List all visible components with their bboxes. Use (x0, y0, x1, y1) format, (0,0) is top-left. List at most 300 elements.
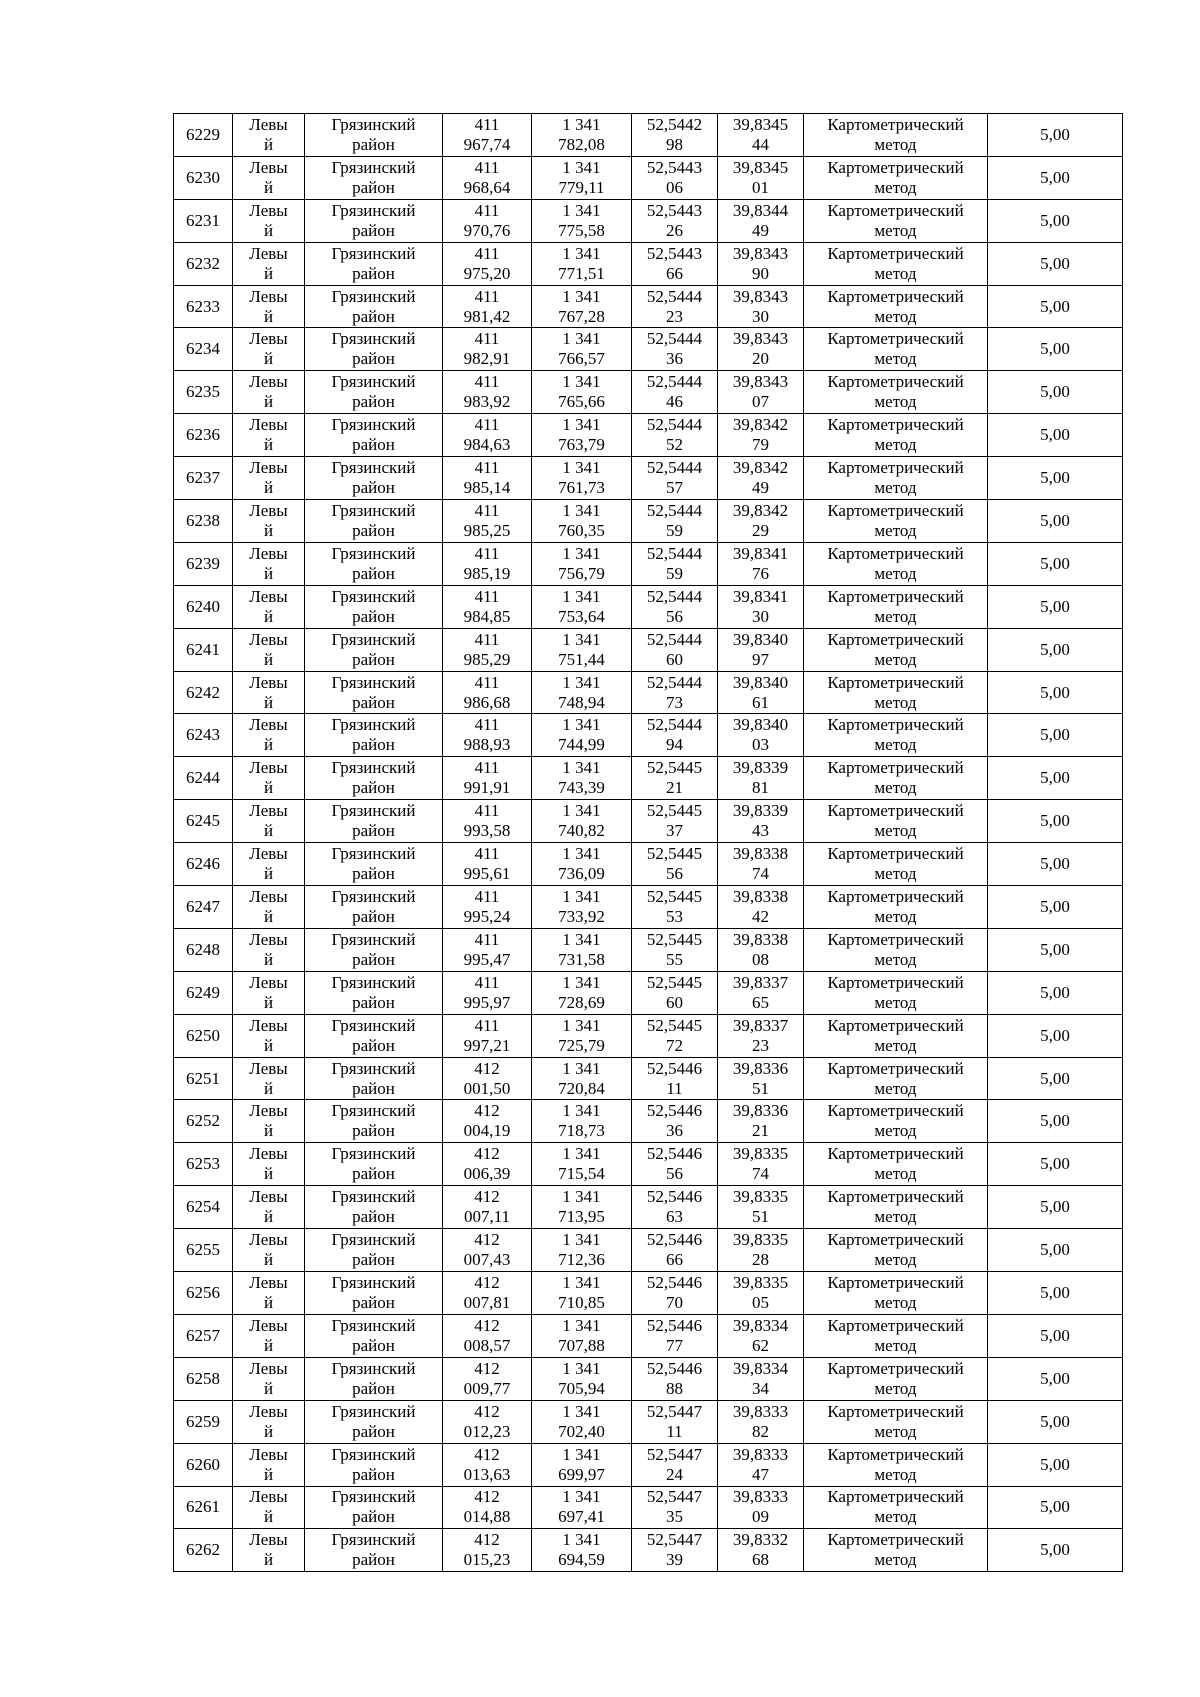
cell-x-coordinate-line: 411 (474, 586, 500, 606)
cell-y-coordinate (532, 1529, 632, 1572)
cell-district (305, 1057, 443, 1100)
table-row (174, 500, 1123, 543)
cell-method-line: Картометрический (827, 1187, 964, 1207)
cell-district-line: район (352, 134, 395, 154)
cell-x-coordinate-line: 995,24 (463, 906, 511, 926)
cell-x-coordinate (443, 585, 532, 628)
cell-x-coordinate-line: 985,25 (463, 520, 511, 540)
cell-district (305, 328, 443, 371)
cell-method-line: Картометрический (827, 886, 964, 906)
table-row (174, 1143, 1123, 1186)
cell-number: 6238 (174, 500, 233, 543)
cell-side-line: Левы (249, 243, 288, 263)
cell-number: 6258 (174, 1357, 233, 1400)
cell-method-line: метод (874, 1464, 917, 1484)
cell-y-coordinate-line: 1 341 (562, 801, 601, 821)
cell-longitude-line: 39,8340 (732, 715, 789, 735)
cell-x-coordinate-line: 411 (474, 372, 500, 392)
cell-y-coordinate-line: 1 341 (562, 1058, 601, 1078)
table-row (174, 843, 1123, 886)
cell-method-line: метод (874, 692, 917, 712)
cell-side-line: й (263, 520, 274, 540)
cell-latitude-line: 52,5444 (646, 543, 703, 563)
cell-x-coordinate-line: 411 (474, 329, 500, 349)
cell-x-coordinate (443, 886, 532, 929)
cell-side (233, 371, 305, 414)
cell-x-coordinate-line: 411 (474, 243, 500, 263)
cell-latitude (632, 1314, 718, 1357)
cell-side-line: й (263, 778, 274, 798)
cell-method-line: Картометрический (827, 672, 964, 692)
cell-x-coordinate (443, 671, 532, 714)
cell-latitude-line: 52,5444 (646, 286, 703, 306)
cell-district (305, 714, 443, 757)
cell-side-line: Левы (249, 500, 288, 520)
cell-method-line: метод (874, 992, 917, 1012)
cell-method (804, 114, 988, 157)
cell-longitude (718, 457, 804, 500)
cell-district-line: Грязинский (331, 1101, 416, 1121)
cell-y-coordinate (532, 1443, 632, 1486)
cell-method (804, 928, 988, 971)
table-row (174, 114, 1123, 157)
cell-latitude-line: 98 (666, 134, 683, 154)
cell-side (233, 1229, 305, 1272)
cell-district (305, 1143, 443, 1186)
cell-side-line: й (263, 1335, 274, 1355)
cell-latitude-line: 52,5444 (646, 329, 703, 349)
cell-district-line: Грязинский (331, 329, 416, 349)
table-row (174, 1486, 1123, 1529)
cell-side (233, 971, 305, 1014)
cell-side-line: Левы (249, 1187, 288, 1207)
table-row (174, 628, 1123, 671)
cell-x-coordinate (443, 843, 532, 886)
table-row (174, 542, 1123, 585)
cell-latitude-line: 52,5443 (646, 157, 703, 177)
cell-latitude-line: 26 (666, 220, 683, 240)
cell-district-line: Грязинский (331, 243, 416, 263)
cell-y-coordinate-line: 1 341 (562, 500, 601, 520)
cell-y-coordinate-line: 1 341 (562, 1401, 601, 1421)
cell-side (233, 1357, 305, 1400)
cell-longitude-line: 23 (752, 1035, 769, 1055)
cell-latitude (632, 242, 718, 285)
cell-side-line: Левы (249, 329, 288, 349)
cell-y-coordinate-line: 1 341 (562, 1272, 601, 1292)
cell-longitude-line: 47 (752, 1464, 769, 1484)
cell-y-coordinate (532, 242, 632, 285)
cell-x-coordinate (443, 1100, 532, 1143)
cell-y-coordinate-line: 1 341 (562, 1444, 601, 1464)
cell-district-line: Грязинский (331, 286, 416, 306)
cell-method-line: метод (874, 392, 917, 412)
cell-side (233, 542, 305, 585)
cell-district-line: район (352, 778, 395, 798)
cell-latitude (632, 843, 718, 886)
cell-longitude-line: 79 (752, 435, 769, 455)
cell-latitude-line: 52,5447 (646, 1444, 703, 1464)
cell-y-coordinate-line: 751,44 (558, 649, 605, 669)
cell-latitude (632, 1014, 718, 1057)
cell-district (305, 156, 443, 199)
cell-longitude-line: 39,8343 (732, 286, 789, 306)
cell-latitude (632, 457, 718, 500)
cell-latitude-line: 52,5444 (646, 500, 703, 520)
cell-y-coordinate (532, 585, 632, 628)
cell-x-coordinate-line: 986,68 (463, 692, 511, 712)
cell-district (305, 1400, 443, 1443)
cell-method (804, 585, 988, 628)
cell-accuracy: 5,00 (988, 371, 1123, 414)
table-row (174, 457, 1123, 500)
cell-method-line: Картометрический (827, 1101, 964, 1121)
cell-y-coordinate-line: 753,64 (558, 606, 605, 626)
cell-side-line: й (263, 949, 274, 969)
cell-longitude (718, 285, 804, 328)
cell-x-coordinate-line: 412 (474, 1187, 500, 1207)
cell-method-line: метод (874, 1507, 917, 1527)
cell-x-coordinate-line: 970,76 (463, 220, 511, 240)
cell-longitude-line: 39,8335 (732, 1187, 789, 1207)
cell-latitude-line: 52,5444 (646, 372, 703, 392)
cell-latitude-line: 21 (666, 778, 683, 798)
cell-latitude-line: 39 (666, 1550, 683, 1570)
cell-y-coordinate-line: 1 341 (562, 886, 601, 906)
cell-district (305, 1014, 443, 1057)
cell-longitude-line: 68 (752, 1550, 769, 1570)
cell-side (233, 457, 305, 500)
cell-method-line: метод (874, 1421, 917, 1441)
cell-x-coordinate-line: 411 (474, 500, 500, 520)
cell-method-line: метод (874, 520, 917, 540)
cell-y-coordinate-line: 707,88 (558, 1335, 605, 1355)
cell-latitude (632, 714, 718, 757)
cell-x-coordinate (443, 199, 532, 242)
cell-y-coordinate-line: 1 341 (562, 1187, 601, 1207)
cell-district (305, 843, 443, 886)
cell-side (233, 1186, 305, 1229)
cell-y-coordinate (532, 114, 632, 157)
cell-x-coordinate (443, 1229, 532, 1272)
table-row (174, 757, 1123, 800)
cell-side-line: Левы (249, 1315, 288, 1335)
cell-y-coordinate-line: 1 341 (562, 458, 601, 478)
cell-district-line: Грязинский (331, 1058, 416, 1078)
cell-district-line: район (352, 1207, 395, 1227)
cell-y-coordinate (532, 457, 632, 500)
cell-accuracy: 5,00 (988, 628, 1123, 671)
cell-longitude-line: 39,8345 (732, 157, 789, 177)
cell-x-coordinate-line: 412 (474, 1444, 500, 1464)
cell-x-coordinate-line: 411 (474, 200, 500, 220)
cell-latitude-line: 52,5443 (646, 200, 703, 220)
cell-method-line: метод (874, 1121, 917, 1141)
cell-district (305, 500, 443, 543)
cell-x-coordinate (443, 1272, 532, 1315)
cell-latitude-line: 52,5446 (646, 1272, 703, 1292)
cell-longitude-line: 39,8340 (732, 629, 789, 649)
cell-longitude-line: 49 (752, 220, 769, 240)
cell-longitude-line: 39,8343 (732, 372, 789, 392)
cell-accuracy: 5,00 (988, 1229, 1123, 1272)
cell-x-coordinate-line: 982,91 (463, 349, 511, 369)
cell-y-coordinate-line: 779,11 (558, 177, 605, 197)
cell-number: 6234 (174, 328, 233, 371)
cell-side-line: й (263, 134, 274, 154)
cell-district-line: район (352, 1378, 395, 1398)
cell-x-coordinate-line: 411 (474, 458, 500, 478)
cell-latitude (632, 1229, 718, 1272)
cell-latitude-line: 73 (666, 692, 683, 712)
cell-method-line: Картометрический (827, 629, 964, 649)
cell-longitude-line: 62 (752, 1335, 769, 1355)
cell-district-line: район (352, 1292, 395, 1312)
cell-latitude-line: 57 (666, 478, 683, 498)
cell-side (233, 242, 305, 285)
cell-latitude (632, 886, 718, 929)
cell-side-line: й (263, 1250, 274, 1270)
cell-longitude-line: 21 (752, 1121, 769, 1141)
cell-side-line: й (263, 1292, 274, 1312)
cell-x-coordinate (443, 1357, 532, 1400)
cell-district-line: Грязинский (331, 629, 416, 649)
cell-y-coordinate (532, 1486, 632, 1529)
cell-x-coordinate-line: 985,19 (463, 563, 511, 583)
cell-side-line: й (263, 1121, 274, 1141)
table-row (174, 928, 1123, 971)
cell-accuracy: 5,00 (988, 1486, 1123, 1529)
cell-x-coordinate-line: 412 (474, 1272, 500, 1292)
cell-method-line: Картометрический (827, 1015, 964, 1035)
cell-side-line: Левы (249, 929, 288, 949)
cell-method-line: метод (874, 349, 917, 369)
cell-x-coordinate (443, 1057, 532, 1100)
cell-side-line: Левы (249, 1272, 288, 1292)
cell-longitude-line: 01 (752, 177, 769, 197)
cell-method-line: Картометрический (827, 1401, 964, 1421)
cell-y-coordinate-line: 1 341 (562, 1015, 601, 1035)
cell-method (804, 1357, 988, 1400)
cell-method-line: метод (874, 778, 917, 798)
cell-longitude-line: 51 (752, 1207, 769, 1227)
cell-number: 6256 (174, 1272, 233, 1315)
cell-number: 6243 (174, 714, 233, 757)
cell-y-coordinate-line: 702,40 (558, 1421, 605, 1441)
cell-accuracy: 5,00 (988, 1314, 1123, 1357)
cell-y-coordinate-line: 767,28 (558, 306, 605, 326)
cell-side-line: Левы (249, 1101, 288, 1121)
cell-method-line: метод (874, 906, 917, 926)
cell-district (305, 671, 443, 714)
cell-longitude-line: 74 (752, 864, 769, 884)
cell-y-coordinate (532, 1314, 632, 1357)
cell-x-coordinate (443, 500, 532, 543)
cell-district (305, 1314, 443, 1357)
cell-side (233, 1529, 305, 1572)
cell-side (233, 199, 305, 242)
cell-x-coordinate-line: 008,57 (463, 1335, 511, 1355)
cell-district-line: Грязинский (331, 972, 416, 992)
cell-latitude-line: 52,5447 (646, 1487, 703, 1507)
cell-longitude-line: 39,8341 (732, 543, 789, 563)
cell-district (305, 585, 443, 628)
cell-side-line: Левы (249, 844, 288, 864)
cell-longitude (718, 542, 804, 585)
cell-y-coordinate-line: 715,54 (558, 1164, 605, 1184)
cell-method (804, 242, 988, 285)
cell-latitude-line: 56 (666, 864, 683, 884)
cell-method-line: Картометрический (827, 1272, 964, 1292)
cell-side-line: й (263, 1421, 274, 1441)
cell-side-line: Левы (249, 200, 288, 220)
cell-y-coordinate (532, 542, 632, 585)
cell-number: 6245 (174, 800, 233, 843)
cell-y-coordinate-line: 1 341 (562, 715, 601, 735)
cell-x-coordinate-line: 985,14 (463, 478, 511, 498)
cell-longitude-line: 65 (752, 992, 769, 1012)
cell-longitude-line: 07 (752, 392, 769, 412)
cell-latitude-line: 70 (666, 1292, 683, 1312)
cell-method (804, 1057, 988, 1100)
table-row (174, 886, 1123, 929)
cell-side-line: Левы (249, 114, 288, 134)
cell-x-coordinate (443, 371, 532, 414)
cell-y-coordinate (532, 757, 632, 800)
cell-side (233, 671, 305, 714)
cell-district-line: Грязинский (331, 844, 416, 864)
cell-y-coordinate-line: 1 341 (562, 972, 601, 992)
cell-number: 6233 (174, 285, 233, 328)
cell-method-line: Картометрический (827, 1144, 964, 1164)
cell-number: 6255 (174, 1229, 233, 1272)
cell-latitude-line: 77 (666, 1335, 683, 1355)
cell-district-line: Грязинский (331, 886, 416, 906)
cell-y-coordinate-line: 1 341 (562, 1230, 601, 1250)
cell-longitude-line: 09 (752, 1507, 769, 1527)
cell-method (804, 1400, 988, 1443)
cell-latitude-line: 53 (666, 906, 683, 926)
cell-x-coordinate-line: 984,85 (463, 606, 511, 626)
cell-y-coordinate (532, 886, 632, 929)
cell-y-coordinate-line: 713,95 (558, 1207, 605, 1227)
cell-y-coordinate-line: 743,39 (558, 778, 605, 798)
cell-method-line: Картометрический (827, 415, 964, 435)
cell-side-line: й (263, 1378, 274, 1398)
cell-x-coordinate-line: 411 (474, 157, 500, 177)
cell-x-coordinate-line: 985,29 (463, 649, 511, 669)
cell-district-line: Грязинский (331, 458, 416, 478)
cell-y-coordinate-line: 1 341 (562, 929, 601, 949)
cell-y-coordinate-line: 1 341 (562, 243, 601, 263)
cell-district-line: район (352, 1550, 395, 1570)
cell-longitude-line: 39,8337 (732, 1015, 789, 1035)
cell-side (233, 500, 305, 543)
cell-district-line: район (352, 306, 395, 326)
cell-accuracy: 5,00 (988, 971, 1123, 1014)
cell-accuracy: 5,00 (988, 585, 1123, 628)
cell-accuracy: 5,00 (988, 457, 1123, 500)
cell-longitude (718, 1186, 804, 1229)
cell-x-coordinate (443, 1014, 532, 1057)
cell-y-coordinate (532, 285, 632, 328)
cell-accuracy: 5,00 (988, 242, 1123, 285)
cell-latitude (632, 971, 718, 1014)
cell-longitude-line: 39,8343 (732, 329, 789, 349)
cell-latitude (632, 757, 718, 800)
cell-side (233, 757, 305, 800)
cell-district-line: район (352, 735, 395, 755)
cell-x-coordinate-line: 412 (474, 1358, 500, 1378)
cell-method (804, 371, 988, 414)
cell-y-coordinate (532, 1186, 632, 1229)
cell-latitude-line: 36 (666, 1121, 683, 1141)
cell-y-coordinate (532, 1229, 632, 1272)
cell-latitude-line: 52,5442 (646, 114, 703, 134)
cell-x-coordinate-line: 411 (474, 972, 500, 992)
cell-side-line: й (263, 1035, 274, 1055)
cell-longitude-line: 05 (752, 1292, 769, 1312)
cell-latitude-line: 36 (666, 349, 683, 369)
table-body (174, 114, 1123, 1572)
cell-number: 6242 (174, 671, 233, 714)
table-row (174, 371, 1123, 414)
cell-longitude (718, 886, 804, 929)
cell-y-coordinate (532, 1400, 632, 1443)
cell-x-coordinate-line: 411 (474, 1015, 500, 1035)
cell-x-coordinate-line: 014,88 (463, 1507, 511, 1527)
cell-side-line: Левы (249, 286, 288, 306)
cell-x-coordinate-line: 995,97 (463, 992, 511, 1012)
table-row (174, 1229, 1123, 1272)
cell-longitude (718, 671, 804, 714)
cell-y-coordinate-line: 766,57 (558, 349, 605, 369)
cell-latitude (632, 114, 718, 157)
cell-method (804, 1314, 988, 1357)
cell-number: 6246 (174, 843, 233, 886)
cell-longitude (718, 1314, 804, 1357)
cell-longitude (718, 843, 804, 886)
cell-side-line: й (263, 1207, 274, 1227)
cell-latitude-line: 66 (666, 263, 683, 283)
cell-latitude-line: 52,5445 (646, 844, 703, 864)
cell-side-line: й (263, 177, 274, 197)
cell-y-coordinate-line: 1 341 (562, 157, 601, 177)
cell-latitude-line: 46 (666, 392, 683, 412)
cell-longitude-line: 39,8338 (732, 886, 789, 906)
cell-latitude (632, 328, 718, 371)
cell-method-line: Картометрический (827, 1487, 964, 1507)
cell-y-coordinate-line: 761,73 (558, 478, 605, 498)
cell-method-line: метод (874, 1550, 917, 1570)
cell-district (305, 886, 443, 929)
cell-latitude-line: 06 (666, 177, 683, 197)
cell-method (804, 500, 988, 543)
cell-side-line: й (263, 606, 274, 626)
cell-y-coordinate (532, 199, 632, 242)
cell-district-line: район (352, 220, 395, 240)
cell-latitude (632, 671, 718, 714)
cell-method-line: Картометрический (827, 114, 964, 134)
cell-side (233, 114, 305, 157)
cell-side (233, 714, 305, 757)
cell-district-line: Грязинский (331, 543, 416, 563)
cell-latitude (632, 414, 718, 457)
cell-number: 6257 (174, 1314, 233, 1357)
table-row (174, 671, 1123, 714)
cell-latitude-line: 52,5444 (646, 715, 703, 735)
cell-method-line: метод (874, 134, 917, 154)
